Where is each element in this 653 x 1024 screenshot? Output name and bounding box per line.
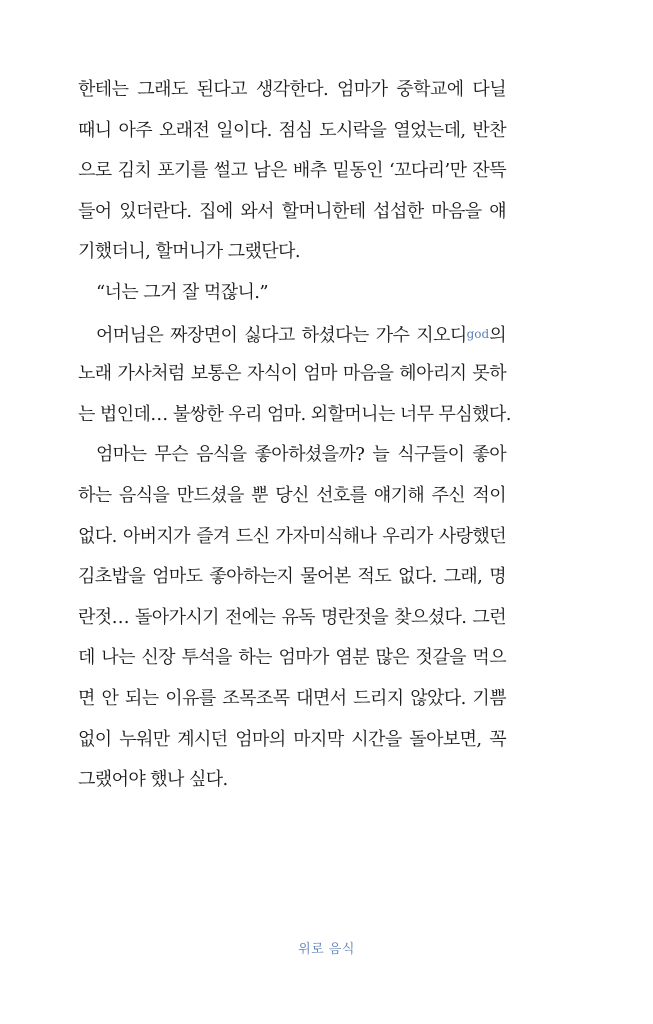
text-line: 란젓… 돌아가시기 전에는 유독 명란젓을 찾으셨다. 그런 bbox=[78, 606, 506, 628]
text-line: 들어 있더란다. 집에 와서 할머니한테 섭섭한 마음을 얘 bbox=[78, 200, 506, 222]
body-text bbox=[78, 70, 511, 801]
text-line: 하는 음식을 만드셨을 뿐 당신 선호를 얘기해 주신 적이 bbox=[78, 484, 506, 506]
annotation-god: god bbox=[466, 326, 490, 341]
text-line: 한테는 그래도 된다고 생각한다. 엄마가 중학교에 다닐 bbox=[78, 79, 506, 100]
text-line: 엄마는 무슨 음식을 좋아하셨을까? 늘 식구들이 좋아 bbox=[96, 444, 506, 466]
text-line: 면 안 되는 이유를 조목조목 대면서 드리지 않았다. 기쁨 bbox=[78, 687, 506, 709]
text-line: 없이 누워만 계시던 엄마의 마지막 시간을 돌아보면, 꼭 bbox=[78, 728, 506, 750]
running-footer-title: 위로 음식 bbox=[298, 942, 355, 957]
text-line: 기했더니, 할머니가 그랬단다. bbox=[78, 241, 300, 263]
text-line: 으로 김치 포기를 썰고 남은 배추 밑동인 ‘꼬다리’만 잔뜩 bbox=[78, 160, 506, 182]
text-line: 노래 가사처럼 보통은 자식이 엄마 마음을 헤아리지 못하 bbox=[78, 363, 506, 385]
text-line: 없다. 아버지가 즐겨 드신 가자미식해나 우리가 사랑했던 bbox=[78, 525, 506, 547]
text-line: 때니 아주 오래전 일이다. 점심 도시락을 열었는데, 반찬 bbox=[78, 119, 506, 141]
text-line: 데 나는 신장 투석을 하는 엄마가 염분 많은 젓갈을 먹으 bbox=[78, 647, 506, 669]
text-line: 는 법인데… 불쌍한 우리 엄마. 외할머니는 너무 무심했다. bbox=[78, 403, 511, 425]
text-line: 김초밥을 엄마도 좋아하는지 물어본 적도 없다. 그래, 명 bbox=[78, 566, 506, 588]
text-line: 그랬어야 했나 싶다. bbox=[78, 769, 228, 791]
text-segment: 어머님은 짜장면이 싫다고 하셨다는 가수 지오디 bbox=[96, 324, 467, 346]
quote-line: “너는 그거 잘 먹잖니.” bbox=[96, 281, 268, 303]
text-segment: 의 bbox=[489, 324, 506, 346]
text-line bbox=[78, 314, 506, 355]
